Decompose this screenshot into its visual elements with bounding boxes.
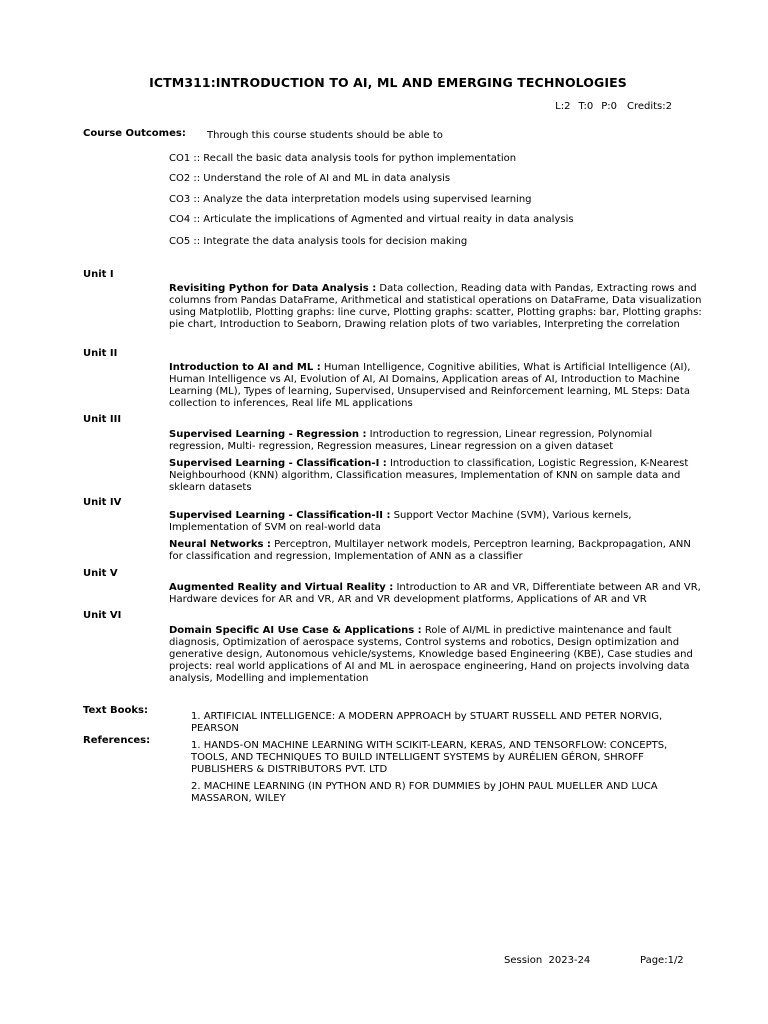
unit-content [169,582,702,609]
unit-topic [169,458,702,494]
topic-heading: Revisiting Python for Data Analysis : [169,283,377,294]
unit-content [169,625,702,688]
text-books-label: Text Books: [83,705,148,716]
course-outcome-item: CO1 :: Recall the basic data analysis tools for python implementation [169,153,517,164]
topic-heading: Domain Specific AI Use Case & Applications : [169,625,422,636]
topic-text: Introduction to regression, Linear regression, Polynomial regression, Multi- regression, Regression measures, Linear regression on a given dataset [169,429,653,452]
unit-topic [169,283,702,331]
topic-text: Introduction to AR and VR, Differentiate between AR and VR, Hardware devices for AR and VR, AR and VR development platforms, Applications of AR and VR [169,582,701,605]
topic-heading: Supervised Learning - Regression : [169,429,367,440]
topic-text: Role of AI/ML in predictive maintenance and fault diagnosis, Optimization of aerospace systems, Control systems and robotics, Design optimization and generative design, Autonomous vehicle/systems, Knowledge based Engineering (KBE), Case studies and projects: real world applications of AI and ML in aerospace engineering, Hand on projects involving data analysis, Modelling and implementation [169,625,693,684]
text-book-item: 1. ARTIFICIAL INTELLIGENCE: A MODERN APPROACH by STUART RUSSELL AND PETER NORVIG, PEARSON [191,711,663,734]
references-label: References: [83,735,151,746]
unit-topic [169,625,702,685]
topic-text: Data collection, Reading data with Pandas, Extracting rows and columns from Pandas DataFrame, Arithmetical and statistical operations on DataFrame, Data visualization using Matplotlib, Plotting graphs: line curve, Plotting graphs: scatter, Plotting graphs: bar, Plotting graphs: pie chart, Introduction to Seaborn, Drawing relation plots of two variables, Interpreting the correlation [169,283,702,330]
practical-hours: P:0 [601,101,617,112]
page-title: ICTM311:INTRODUCTION TO AI, ML AND EMERGING TECHNOLOGIES [149,75,627,90]
unit-label: Unit I [83,269,114,280]
topic-text: Introduction to classification, Logistic Regression, K-Nearest Neighbourhood (KNN) algorithm, Classification measures, Implementation of KNN on sample data and sklearn datasets [169,458,689,493]
topic-heading: Augmented Reality and Virtual Reality : [169,582,394,593]
page-number: Page:1/2 [640,955,684,966]
session-label: Session 2023-24 [504,955,591,966]
reference-item: 2. MACHINE LEARNING (IN PYTHON AND R) FOR DUMMIES by JOHN PAUL MUELLER AND LUCA MASSARON, WILEY [191,781,658,804]
unit-content [169,362,702,413]
topic-text: Human Intelligence, Cognitive abilities, What is Artificial Intelligence (AI), Human Intelligence vs AI, Evolution of AI, AI Domains, Application areas of AI, Introduction to Machine Learning (ML), Types of learning, Supervised, Unsupervised and Reinforcement learning, ML Steps: Data collection to inferences, Real life ML applications [169,362,691,409]
unit-label: Unit II [83,348,118,359]
unit-label: Unit V [83,568,118,579]
course-outcome-item: CO5 :: Integrate the data analysis tools for decision making [169,236,468,247]
course-outcome-item: CO4 :: Articulate the implications of Agmented and virtual reaity in data analysis [169,214,574,225]
lecture-hours: L:2 [555,101,571,112]
tutorial-hours: T:0 [578,101,594,112]
unit-topic [169,429,702,453]
topic-text: Support Vector Machine (SVM), Various kernels, Implementation of SVM on real-world data [169,510,632,533]
topic-text: Perceptron, Multilayer network models, Perceptron learning, Backpropagation, ANN for classification and regression, Implementation of ANN as a classifier [169,539,691,562]
unit-topic [169,510,702,534]
credits-line [547,101,672,113]
unit-content [169,429,702,497]
unit-topic [169,362,702,410]
unit-label: Unit III [83,414,122,425]
unit-label: Unit VI [83,610,122,621]
topic-heading: Neural Networks : [169,539,271,550]
unit-label: Unit IV [83,497,122,508]
reference-item: 1. HANDS-ON MACHINE LEARNING WITH SCIKIT-LEARN, KERAS, AND TENSORFLOW: CONCEPTS, TOOLS, AND TECHNIQUES TO BUILD INTELLIGENT SYSTEMS by AURÉLIEN GÉRON, SHROFF PUBLISHERS & DISTRIBUTORS PVT. LTD [191,740,668,775]
unit-content [169,510,702,566]
topic-heading: Supervised Learning - Classification-II : [169,510,391,521]
credits-count: Credits:2 [626,101,672,112]
course-outcome-item: CO3 :: Analyze the data interpretation models using supervised learning [169,194,532,205]
unit-topic [169,582,702,606]
course-outcomes-intro: Through this course students should be able to [207,130,443,141]
course-outcomes-label: Course Outcomes: [83,128,186,139]
unit-topic [169,539,702,563]
topic-heading: Introduction to AI and ML : [169,362,321,373]
unit-content [169,283,702,334]
course-outcome-item: CO2 :: Understand the role of AI and ML in data analysis [169,173,451,184]
topic-heading: Supervised Learning - Classification-I : [169,458,387,469]
